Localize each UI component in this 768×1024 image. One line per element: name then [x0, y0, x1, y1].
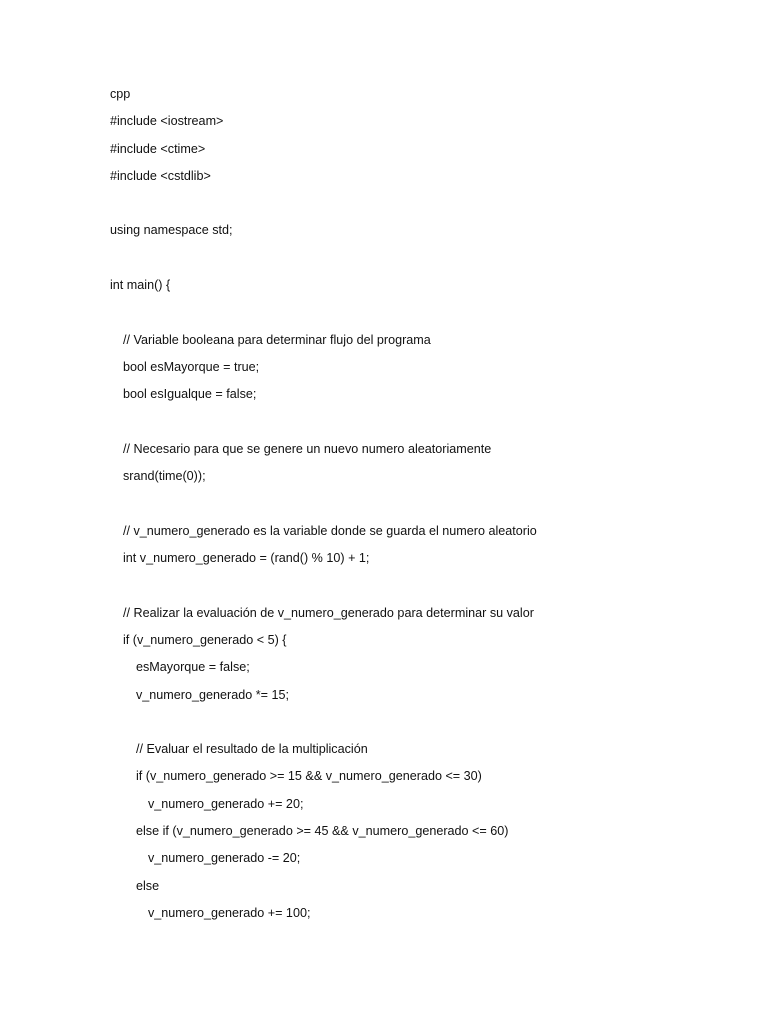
code-line: // Evaluar el resultado de la multiplicación	[136, 742, 368, 757]
code-line: int v_numero_generado = (rand() % 10) + 1;	[123, 551, 370, 566]
code-line: v_numero_generado *= 15;	[136, 687, 289, 702]
code-line: esMayorque = false;	[136, 660, 250, 675]
code-line: else if (v_numero_generado >= 45 && v_numero_generado <= 60)	[136, 824, 509, 839]
code-line: #include <cstdlib>	[110, 168, 211, 183]
code-line: srand(time(0));	[123, 469, 206, 484]
code-line: cpp	[110, 87, 131, 101]
blank-line	[110, 302, 730, 329]
code-line: v_numero_generado += 20;	[148, 796, 304, 811]
code-line: int main() {	[110, 278, 171, 293]
code-line: if (v_numero_generado >= 15 && v_numero_generado <= 30)	[136, 769, 482, 784]
code-line: v_numero_generado += 100;	[148, 905, 311, 920]
code-line: // v_numero_generado es la variable donde se guarda el numero aleatorio	[123, 523, 537, 538]
code-line: bool esIgualque = false;	[123, 387, 257, 402]
blank-line	[110, 712, 730, 739]
code-line: v_numero_generado -= 20;	[148, 851, 301, 866]
code-line: #include <ctime>	[110, 141, 206, 156]
blank-line	[110, 248, 730, 275]
code-line: else	[136, 878, 160, 893]
code-line: // Variable booleana para determinar flujo del programa	[123, 332, 431, 347]
code-line: // Necesario para que se genere un nuevo numero aleatoriamente	[123, 441, 492, 456]
code-line: #include <iostream>	[110, 114, 224, 129]
blank-line	[110, 575, 730, 602]
code-line: bool esMayorque = true;	[123, 359, 260, 374]
blank-line	[110, 493, 730, 520]
code-line: // Realizar la evaluación de v_numero_generado para determinar su valor	[123, 605, 534, 620]
code-listing	[110, 84, 730, 930]
code-line: using namespace std;	[110, 223, 233, 238]
blank-line	[110, 193, 730, 220]
code-line: if (v_numero_generado < 5) {	[123, 632, 287, 647]
blank-line	[110, 412, 730, 439]
